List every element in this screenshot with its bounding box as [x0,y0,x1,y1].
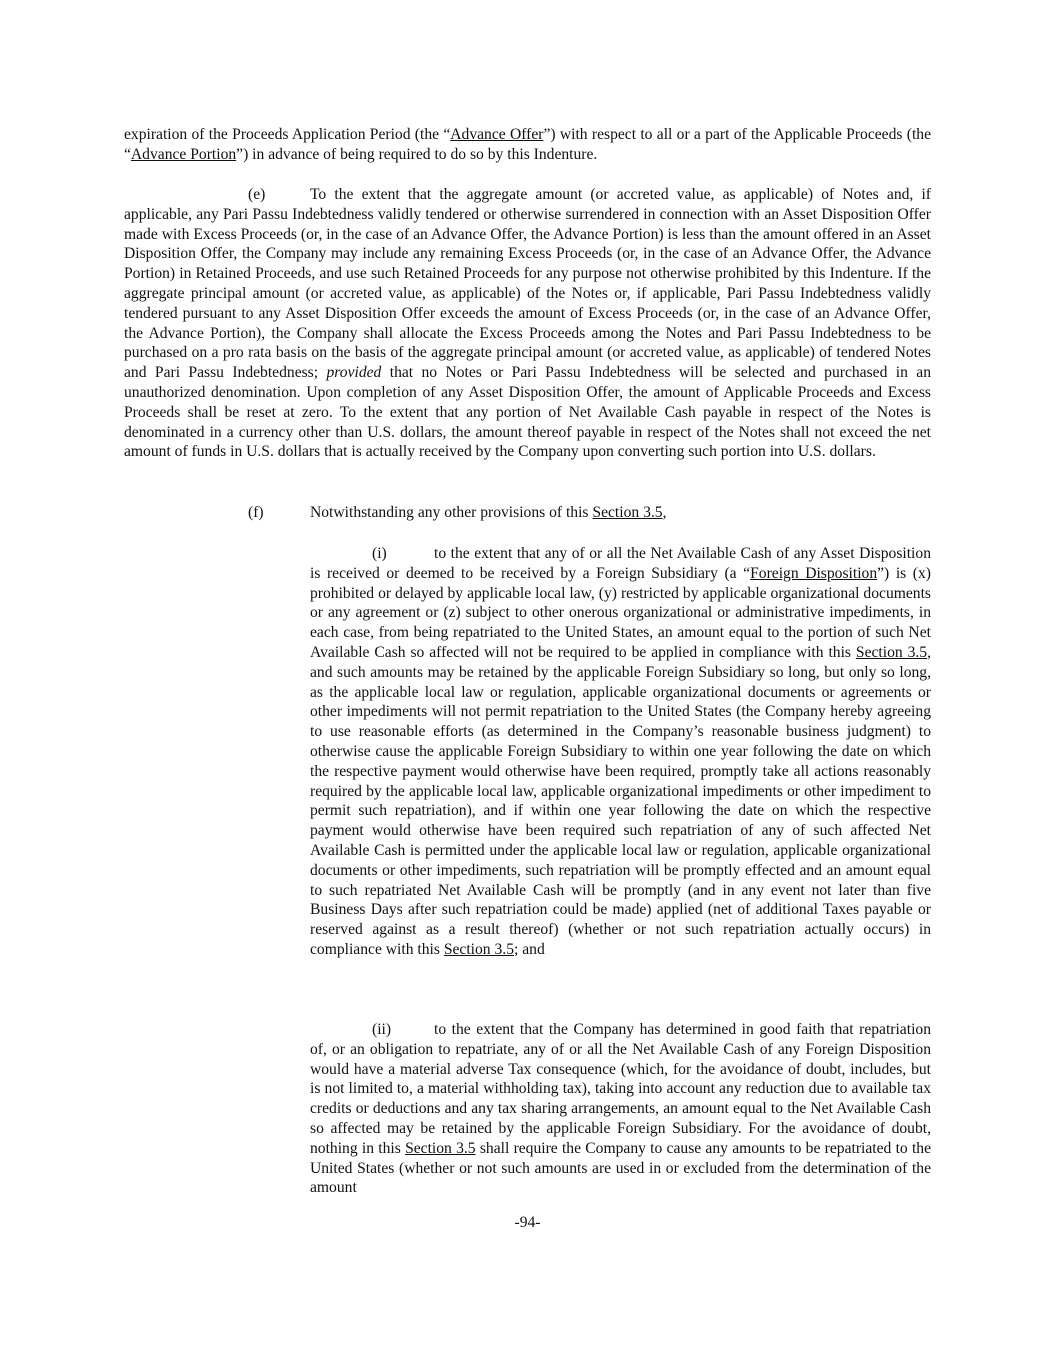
text-span: ”) with respect to all or a part of the Applicable Proceeds (the “ [124,126,932,163]
text-span: To the extent that the aggregate amount (or accreted value, as applicable) of Notes and, if applicable, any Pari Passu Indebtedness validly tendered or otherwise surrendered in connection with an Asset Disposition Offer made with Excess Proceeds (or, in the case of an Advance Offer, the Advance Portion) is less than the amount offered in an Asset Disposition Offer, the Company may include any remaining Excess Proceeds (or, in the case of an Advance Offer, the Advance Portion) in Retained Proceeds, and use such Retained Proceeds for any purpose not otherwise prohibited by this Indenture. If the aggregate principal amount (or accreted value, as applicable) of the Notes or, if applicable, Pari Passu Indebtedness validly tendered pursuant to any Asset Disposition Offer exceeds the amount of Excess Proceeds (or, in the case of an Advance Offer, the Advance Portion), the Company shall allocate the Excess Proceeds among the Notes and Pari Passu Indebtedness to be purchased on a pro rata basis on the basis of the aggregate principal amount (or accreted value, as applicable) of tendered Notes and Pari Passu Indebtedness; [124,186,931,382]
defined-term-foreign-disposition: Foreign Disposition [750,564,878,582]
paragraph-f [124,503,931,523]
text-span: expiration of the Proceeds Application Period (the “ [124,126,451,143]
page-number: -94- [514,1214,541,1231]
clause-marker-f: (f) [248,504,264,521]
text-span: to the extent that the Company has determined in good faith that repatriation of, or an obligation to repatriate, any of or all the Net Available Cash of any Foreign Disposition would have a material adverse Tax consequence (which, for the avoidance of doubt, includes, but is not limited to, a material withholding tax), taking into account any reduction due to available tax credits or deductions and any tax sharing arrangements, an amount equal to the Net Available Cash so affected may be retained by the applicable Foreign Subsidiary. For the avoidance of doubt, nothing in this [310,1021,931,1157]
text-span: to the extent that any of or all the Net Available Cash of any Asset Disposition is received or deemed to be received by a Foreign Subsidiary (a “ [310,545,931,582]
text-span: shall require the Company to cause any amounts to be repatriated to the United States (whether or not such amounts are used in or excluded from the determination of the amount [310,1139,932,1197]
clause-marker-i: (i) [372,545,387,562]
text-span: , and such amounts may be retained by the applicable Foreign Subsidiary so long, but only so long, as the applicable local law or regulation, applicable organizational documents or agreements or other impediments will not permit repatriation to the United States (the Company hereby agreeing to use reasonable efforts (as determined in the Company’s reasonable business judgment) to otherwise cause the applicable Foreign Subsidiary to within one year following the date on which the respective payment would otherwise have been required, promptly take all actions reasonably required by the applicable local law, applicable organizational impediments or other impediment to permit such repatriation), and if within one year following the date on which the respective payment would otherwise have been required such repatriation of any of such affected Net Available Cash is permitted under the applicable local law or regulation, applicable organizational documents or other impediments, such repatriation will be promptly effected and an amount equal to such repatriated Net Available Cash will be promptly (and in any event not later than five Business Days after such repatriation could be made) applied (net of additional Taxes payable or reserved against as a result thereof) (whether or not such repatriation actually occurs) in compliance with this [310,643,931,958]
clause-marker-ii: (ii) [372,1021,392,1038]
section-reference: Section 3.5 [405,1139,476,1157]
clause-marker-e: (e) [248,186,266,203]
section-reference: Section 3.5 [443,940,514,958]
paragraph-f-ii [310,1020,931,1198]
section-reference: Section 3.5 [592,504,663,521]
text-span: Notwithstanding any other provisions of this [310,504,593,521]
section-reference: Section 3.5 [855,643,928,661]
italic-term-provided: provided [326,364,382,382]
text-span: that no Notes or Pari Passu Indebtedness will be selected and purchased in an unauthorized denomination. Upon completion of any Asset Disposition Offer, the amount of Applicable Proceeds and Excess Proceeds shall be reset at zero. To the extent that any portion of Net Available Cash payable in respect of the Notes is denominated in a currency other than U.S. dollars, the amount thereof payable in respect of the Notes shall not exceed the net amount of funds in U.S. dollars that is actually received by the Company upon converting such portion into U.S. dollars. [124,364,932,461]
text-span: , [662,504,667,521]
defined-term-advance-portion: Advance Portion [130,145,237,163]
text-span: ”) in advance of being required to do so by this Indenture. [236,145,598,163]
paragraph-f-i [310,544,931,960]
text-span: ; and [514,940,545,958]
paragraph-e [124,185,931,462]
defined-term-advance-offer: Advance Offer [450,126,544,143]
paragraph-continuation [124,125,931,165]
text-span: ”) is (x) prohibited or delayed by applicable local law, (y) restricted by applicable organizational documents or any agreement or (z) subject to other onerous organizational or administrative impediments, in each case, from being repatriated to the United States, an amount equal to the portion of such Net Available Cash so affected will not be required to be applied in compliance with this [310,564,931,661]
